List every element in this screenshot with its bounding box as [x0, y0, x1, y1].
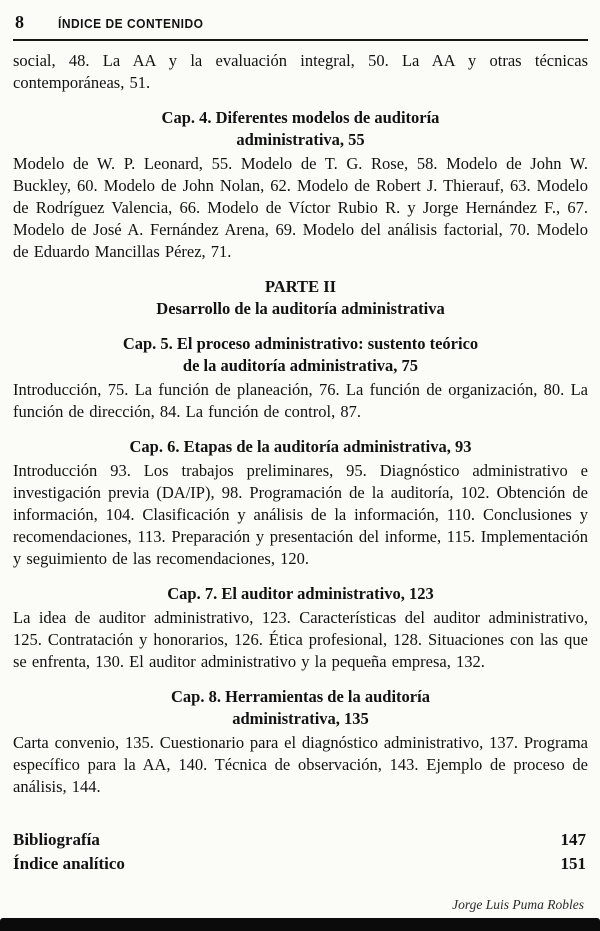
back-matter-label: Bibliografía — [13, 830, 100, 849]
chapter-heading — [13, 333, 588, 377]
back-matter-page: 147 — [560, 830, 586, 849]
signature: Jorge Luis Puma Robles — [452, 897, 584, 912]
back-matter-label: Índice analítico — [13, 854, 125, 873]
chapter-body: La idea de auditor administrativo, 123. Características del auditor administrativo, 125. Contratación y honorarios, 126. Ética profesional, 128. Situaciones con las que se enfrenta, 130. El auditor administrativo y la pequeña empresa, 132. — [13, 608, 588, 671]
heading-line: Cap. 8. Herramientas de la auditoría — [171, 687, 430, 706]
content-blocks — [13, 50, 588, 798]
heading-line: administrativa, 55 — [236, 130, 365, 149]
heading-line: PARTE II — [264, 277, 337, 296]
back-matter-row — [13, 852, 588, 876]
page-header-title: ÍNDICE DE CONTENIDO — [58, 16, 204, 32]
chapter-body: Introducción, 75. La función de planeación, 76. La función de organización, 80. La función de dirección, 84. La función de control, 87. — [13, 380, 588, 421]
heading-line: administrativa, 135 — [232, 709, 369, 728]
heading-line: Desarrollo de la auditoría administrativa — [156, 299, 445, 318]
back-matter-page: 151 — [560, 854, 586, 873]
back-matter-row — [13, 828, 588, 852]
page-number: 8 — [15, 12, 24, 32]
scan-edge-bar — [0, 918, 600, 931]
heading-line: Cap. 6. Etapas de la auditoría administrativa, 93 — [129, 437, 472, 456]
chapter-heading — [13, 436, 588, 458]
chapter-heading — [13, 686, 588, 730]
heading-line: Cap. 5. El proceso administrativo: sustento teórico — [122, 334, 479, 353]
heading-line: Cap. 4. Diferentes modelos de auditoría — [161, 108, 440, 127]
toc-paragraph: social, 48. La AA y la evaluación integral, 50. La AA y otras técnicas contemporáneas, 51. — [13, 51, 588, 92]
chapter-body: Carta convenio, 135. Cuestionario para el diagnóstico administrativo, 137. Programa específico para la AA, 140. Técnica de observación, 143. Ejemplo de proceso de análisis, 144. — [13, 733, 588, 796]
chapter-body: Modelo de W. P. Leonard, 55. Modelo de T. G. Rose, 58. Modelo de John W. Buckley, 60. Modelo de John Nolan, 62. Modelo de Robert J. Thierauf, 63. Modelo de Rodríguez Valencia, 66. Modelo de Víctor Rubio R. y Jorge Hernández F., 67. Modelo de José A. Fernández Arena, 69. Modelo del análisis factorial, 70. Modelo de Eduardo Mancillas Pérez, 71. — [13, 154, 588, 261]
heading-line: Cap. 7. El auditor administrativo, 123 — [167, 584, 434, 603]
page-header — [15, 12, 586, 33]
chapter-body: Introducción 93. Los trabajos preliminares, 95. Diagnóstico administrativo e investigación previa (DA/IP), 98. Programación de la auditoría, 102. Obtención de información, 104. Clasificación y análisis de la información, 110. Conclusiones y recomendaciones, 113. Preparación y presentación del informe, 115. Implementación y seguimiento de las recomendaciones, 120. — [13, 461, 588, 568]
header-rule — [13, 39, 588, 41]
heading-line: de la auditoría administrativa, 75 — [182, 356, 419, 375]
chapter-heading — [13, 583, 588, 605]
back-matter — [13, 828, 588, 876]
part-heading — [13, 276, 588, 320]
chapter-heading — [13, 107, 588, 151]
